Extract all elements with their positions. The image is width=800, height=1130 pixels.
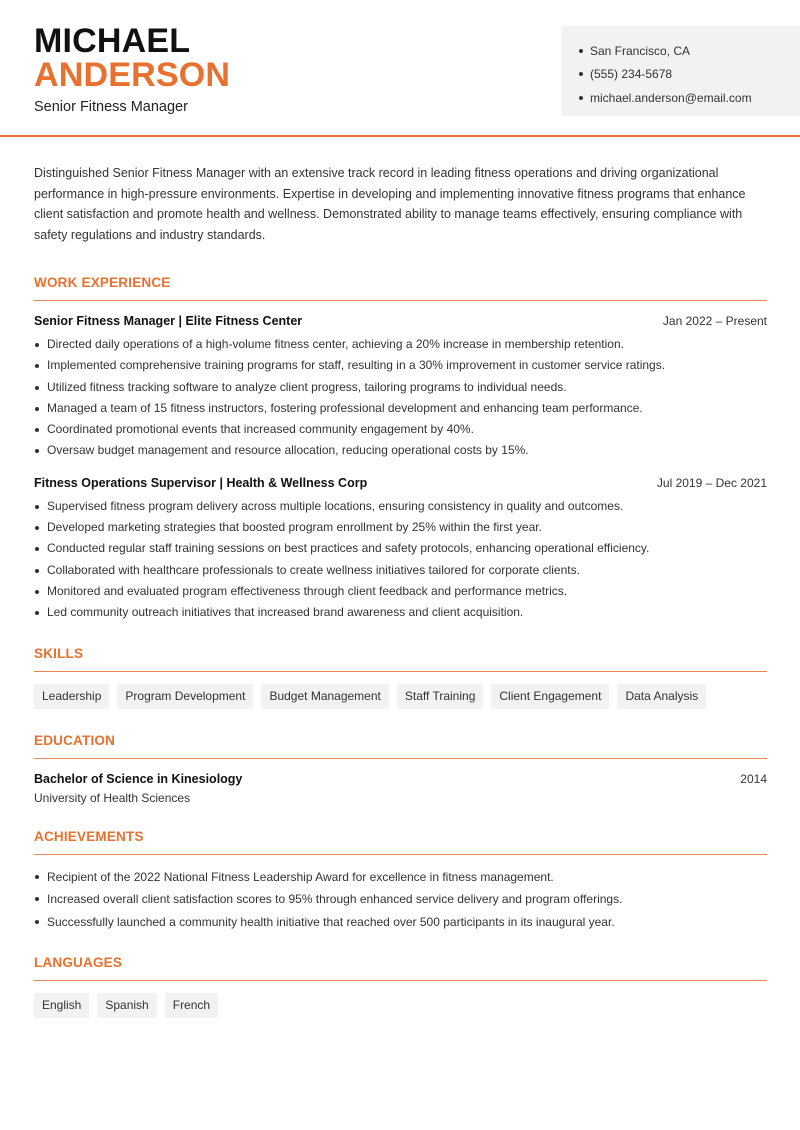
contact-phone-text: (555) 234-5678	[590, 67, 673, 82]
list-item: Implemented comprehensive training programs for staff, resulting in a 30% improvement in customer service ratings.	[34, 355, 767, 376]
languages-section	[34, 955, 767, 1018]
list-item: Directed daily operations of a high-volume fitness center, achieving a 20% increase in membership retention.	[34, 334, 767, 355]
skill-tag: Data Analysis	[617, 684, 706, 709]
education-section	[34, 733, 767, 805]
summary-text: Distinguished Senior Fitness Manager with an extensive track record in leading fitness operations and driving organizational performance in high-pressure environments. Expertise in developing and implementing innovative fitness programs that enhance client satisfaction and promote health and wellness. Demonstrated ability to manage teams effectively, ensuring compliance with safety regulations and industry standards.	[34, 166, 746, 242]
contact-email-text: michael.anderson@email.com	[590, 90, 752, 105]
contact-location	[579, 39, 800, 63]
contact-box	[562, 26, 800, 116]
list-item: Led community outreach initiatives that increased brand awareness and client acquisition.	[34, 602, 767, 623]
achievements-section	[34, 829, 767, 934]
bullet-dot-icon	[579, 49, 583, 53]
job-dates: Jul 2019 – Dec 2021	[656, 475, 767, 490]
list-item: Supervised fitness program delivery across multiple locations, ensuring consistency in quality and outcomes.	[34, 496, 767, 517]
section-title-achievements: ACHIEVEMENTS	[34, 828, 144, 844]
skill-tag: Leadership	[34, 684, 109, 709]
section-divider	[34, 758, 767, 759]
resume-header	[0, 0, 800, 137]
first-name: MICHAEL	[34, 22, 191, 60]
header-divider	[0, 135, 800, 137]
job-role: Fitness Operations Supervisor | Health & Wellness Corp	[34, 475, 368, 490]
skills-tags	[34, 684, 767, 709]
list-item: Recipient of the 2022 National Fitness Leadership Award for excellence in fitness management.	[34, 866, 767, 889]
contact-email	[579, 86, 800, 110]
job-entry	[34, 476, 767, 624]
list-item: Utilized fitness tracking software to analyze client progress, tailoring programs to individual needs.	[34, 377, 767, 398]
section-title-education: EDUCATION	[34, 732, 116, 748]
section-title-skills: SKILLS	[34, 645, 84, 661]
job-bullets	[34, 496, 767, 624]
degree: Bachelor of Science in Kinesiology	[34, 771, 243, 786]
resume-body	[34, 163, 767, 1018]
skill-tag: Staff Training	[397, 684, 484, 709]
list-item: Successfully launched a community health initiative that reached over 500 participants in its inaugural year.	[34, 911, 767, 934]
list-item: Developed marketing strategies that boosted program enrollment by 25% within the first year.	[34, 517, 767, 538]
section-divider	[34, 300, 767, 301]
skill-tag: Budget Management	[261, 684, 388, 709]
school: University of Health Sciences	[34, 790, 191, 805]
list-item: Managed a team of 15 fitness instructors, fostering professional development and enhancing team performance.	[34, 398, 767, 419]
job-title: Senior Fitness Manager	[34, 99, 188, 115]
last-name: ANDERSON	[34, 56, 231, 94]
section-divider	[34, 980, 767, 981]
language-tag: Spanish	[97, 993, 156, 1018]
contact-phone	[579, 63, 800, 87]
section-title-languages: LANGUAGES	[34, 955, 123, 971]
bullet-dot-icon	[579, 72, 583, 76]
list-item: Collaborated with healthcare professionals to create wellness initiatives tailored for corporate clients.	[34, 560, 767, 581]
list-item: Coordinated promotional events that increased community engagement by 40%.	[34, 419, 767, 440]
graduation-year: 2014	[740, 771, 767, 786]
contact-location-text: San Francisco, CA	[590, 43, 691, 58]
list-item: Monitored and evaluated program effectiveness through client feedback and performance metrics.	[34, 581, 767, 602]
skill-tag: Program Development	[117, 684, 253, 709]
education-entry	[34, 772, 767, 805]
section-divider	[34, 854, 767, 855]
bullet-dot-icon	[579, 96, 583, 100]
language-tag: French	[165, 993, 218, 1018]
work-section	[34, 275, 767, 624]
languages-tags	[34, 993, 767, 1018]
job-entry	[34, 314, 767, 462]
section-divider	[34, 671, 767, 672]
list-item: Oversaw budget management and resource allocation, reducing operational costs by 15%.	[34, 440, 767, 461]
list-item: Conducted regular staff training sessions on best practices and safety protocols, enhancing operational efficiency.	[34, 538, 767, 559]
job-dates: Jan 2022 – Present	[662, 314, 767, 328]
language-tag: English	[34, 993, 89, 1018]
job-role: Senior Fitness Manager | Elite Fitness Center	[34, 314, 303, 328]
list-item: Increased overall client satisfaction scores to 95% through enhanced service delivery and program offerings.	[34, 888, 767, 911]
skills-section	[34, 646, 767, 709]
achievements-list	[34, 866, 767, 934]
skill-tag: Client Engagement	[491, 684, 609, 709]
section-title-work: WORK EXPERIENCE	[34, 275, 171, 290]
job-bullets	[34, 334, 767, 462]
